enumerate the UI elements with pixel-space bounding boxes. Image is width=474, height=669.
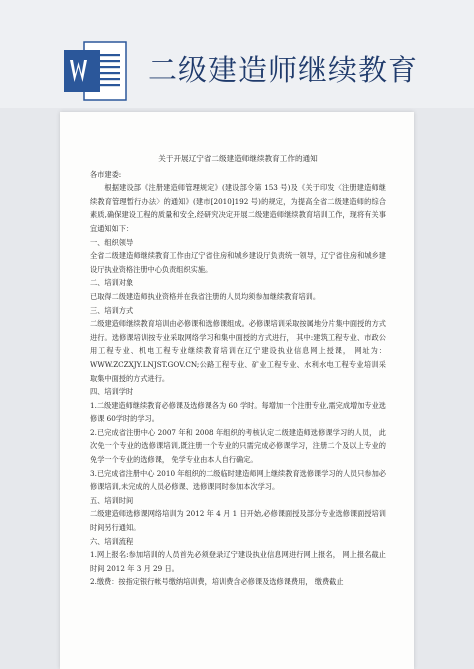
word-document-icon — [62, 40, 128, 102]
document-body — [90, 181, 386, 589]
body-paragraph: 根据建设部《注册建造师管理规定》(建设部令第 153 号)及《关于印发〈注册建造师继续教育管理暂行办法〉的通知》(建市[2010]192 号)的规定，为提高全省二级建造师的综合素质,确保建设工程的质量和安全,经研究决定开展二级建造师继续教育培训工作，现将有关事宜通知如下： — [90, 183, 386, 233]
salutation: 各市建委: — [90, 169, 122, 179]
banner-title: 二级建造师继续教育 — [148, 53, 419, 87]
body-paragraph: 已取得二级建造师执业资格并在我省注册的人员均须参加继续教育培训。 — [90, 291, 321, 301]
banner — [0, 0, 474, 108]
section-heading: 三、培训方式 — [90, 305, 134, 315]
section-heading: 一、组织领导 — [90, 237, 134, 247]
body-paragraph: 1.二级建造师继续教育必修课及选修课各为 60 学时。每增加一个注册专业,需完成增加专业选修课 60学时的学习。 — [90, 400, 386, 424]
section-heading: 六、培训流程 — [90, 536, 134, 546]
body-paragraph: 二级建造师继续教育培训由必修课和选修课组成。必修课培训采取按属地分片集中面授的方式进行。选修课培训按专业采取网络学习和集中面授的方式进行， 其中:建筑工程专业、市政公用工程专业、机电工程专业继续教育培训在辽宁建设执业信息网上授课， 网址为：WWW.ZCZXJY.LNJST.GOV.CN;公路工程专业、矿业工程专业、水利水电工程专业培训采取集中面授的方式进行。 — [90, 319, 386, 383]
body-paragraph: 2.缴费：按指定银行帐号缴纳培训费，培训费含必修课及选修课费用， 缴费截止 — [90, 577, 344, 587]
document-title: 关于开展辽宁省二级建造师继续教育工作的通知 — [158, 154, 318, 163]
body-paragraph: 2.已完成省注册中心 2007 年和 2008 年组织的考核认定二级建造师选修课学习的人员， 此次免一个专业的选修课培训,既注册一个专业的只需完成必修课学习，注册二个及以上专业的免学一个专业的选修课， 免学专业由本人自行确定。 — [90, 427, 386, 465]
body-paragraph: 1.网上报名:参加培训的人员首先必须登录辽宁建设执业信息网进行网上报名， 网上报名截止时间 2012 年 3 月 29 日。 — [90, 550, 386, 573]
document-content — [90, 152, 386, 589]
body-paragraph: 3.已完成省注册中心 2010 年组织的二级临时建造师网上继续教育选修课学习的人员只参加必修课培训,未完成的人员必修课、选修课同时参加本次学习。 — [90, 468, 386, 492]
section-heading: 四、培训学时 — [90, 387, 134, 397]
body-paragraph: 二级建造师选修课网络培训为 2012 年 4 月 1 日开始,必修课面授及部分专业选修课面授培训时间另行通知。 — [90, 509, 386, 533]
section-heading: 五、培训时间 — [90, 495, 134, 505]
body-paragraph: 全省二级建造师继续教育工作由辽宁省住房和城乡建设厅负责统一领导，辽宁省住房和城乡建设厅执业资格注册中心负责组织实施。 — [90, 251, 386, 274]
document-page — [60, 112, 414, 669]
section-heading: 二、培训对象 — [90, 278, 134, 288]
